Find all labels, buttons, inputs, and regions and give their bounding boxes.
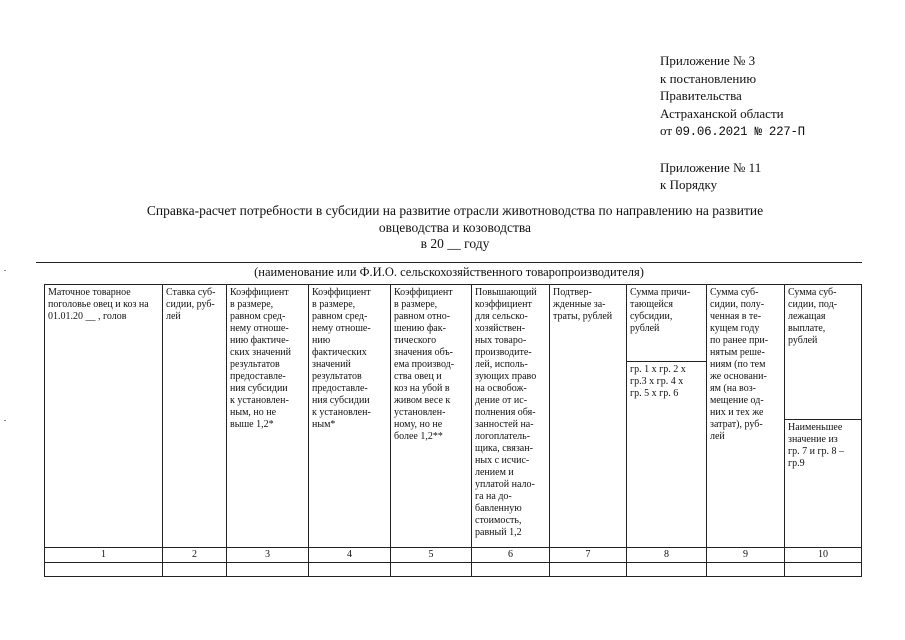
data-cell — [227, 563, 309, 577]
empty-data-row — [45, 563, 862, 577]
data-cell — [472, 563, 550, 577]
header-subcell-formula: Наименьшее значение из гр. 7 и гр. 8 – гр.9 — [788, 422, 845, 469]
header-cell: Маточное товарное поголовье овец и коз на 01.01.20 __ , голов — [45, 285, 163, 548]
scan-speck — [4, 270, 6, 271]
appendix-line: Приложение № 11 — [660, 159, 762, 175]
data-cell — [707, 563, 785, 577]
appendix-line: Правительства — [660, 88, 742, 103]
scan-speck — [4, 420, 6, 421]
header-cell-split — [785, 285, 862, 548]
title-line: Справка-расчет потребности в субсидии на развитие отрасли животноводства по направлению на развитие — [146, 203, 764, 218]
column-number: 7 — [550, 548, 627, 563]
subsidy-calculation-table — [44, 284, 862, 577]
data-cell — [309, 563, 391, 577]
appendix-date-line — [660, 122, 805, 142]
header-cell: Подтвер- жденные за- траты, рублей — [550, 285, 627, 548]
title-year-line: в 20 __ году — [420, 236, 490, 251]
data-cell — [550, 563, 627, 577]
header-subcell: Сумма причи- тающейся субсидии, рублей — [627, 285, 706, 362]
appendix-date-number: 09.06.2021 № 227-П — [675, 125, 805, 139]
column-number: 6 — [472, 548, 550, 563]
column-number: 8 — [627, 548, 707, 563]
appendix-line: Приложение № 3 — [660, 53, 756, 68]
header-cell: Коэффициент в размере, равном отно- шению фак- тического значения объ- ема производ- ства овец и коз на убой в живом весе к установлен- ному, но не более 1,2** — [391, 285, 472, 548]
producer-name-underline — [36, 262, 862, 263]
column-number: 2 — [163, 548, 227, 563]
column-number: 1 — [45, 548, 163, 563]
header-cell: Сумма суб- сидии, полу- ченная в те- кущем году по ранее при- нятым реше- ниям (по тем же основани- ям (на воз- мещение од- них и тех же затрат), руб- лей — [707, 285, 785, 548]
appendix-line: к постановлению — [660, 70, 757, 86]
header-subcell: Сумма суб- сидии, под- лежащая выплате, рублей — [785, 285, 861, 420]
data-cell — [627, 563, 707, 577]
data-cell — [45, 563, 163, 577]
data-cell — [391, 563, 472, 577]
data-cell — [163, 563, 227, 577]
column-number: 9 — [707, 548, 785, 563]
header-cell: Ставка суб- сидии, руб- лей — [163, 285, 227, 548]
column-number: 3 — [227, 548, 309, 563]
header-cell: Повышающий коэффициент для сельско- хозяйствен- ных товаро- производите- лей, исполь- зующих право на освобож- дение от ис- полнения обя- занностей на- логоплатель- щика, связан- ных с исчис- лением и уплатой нало- га на до- бавленную стоимость, равный 1,2 — [472, 285, 550, 548]
producer-name-caption: (наименование или Ф.И.О. сельскохозяйственного товаропроизводителя) — [254, 265, 644, 279]
table-header-row — [45, 285, 862, 548]
appendix-block — [660, 52, 805, 194]
appendix-date-prefix: от — [660, 123, 676, 138]
document-title — [60, 203, 850, 253]
column-number-row — [45, 548, 862, 563]
header-subcell-formula: гр. 1 x гр. 2 x гр.3 x гр. 4 x гр. 5 x гр. 6 — [630, 364, 686, 399]
column-number: 4 — [309, 548, 391, 563]
data-cell — [785, 563, 862, 577]
header-cell: Коэффициент в размере, равном сред- нему отноше- нию фактиче- ских значений результатов предоставле- ния субсидии к установлен- ным, но не выше 1,2* — [227, 285, 309, 548]
column-number: 5 — [391, 548, 472, 563]
column-number: 10 — [785, 548, 862, 563]
header-cell: Коэффициент в размере, равном сред- нему отноше- нию фактических значений результатов предоставле- ния субсидии к установлен- ным* — [309, 285, 391, 548]
title-line: овцеводства и козоводства — [378, 219, 532, 235]
appendix-line: к Порядку — [660, 177, 718, 192]
appendix-line: Астраханской области — [660, 105, 784, 121]
header-cell-split — [627, 285, 707, 548]
